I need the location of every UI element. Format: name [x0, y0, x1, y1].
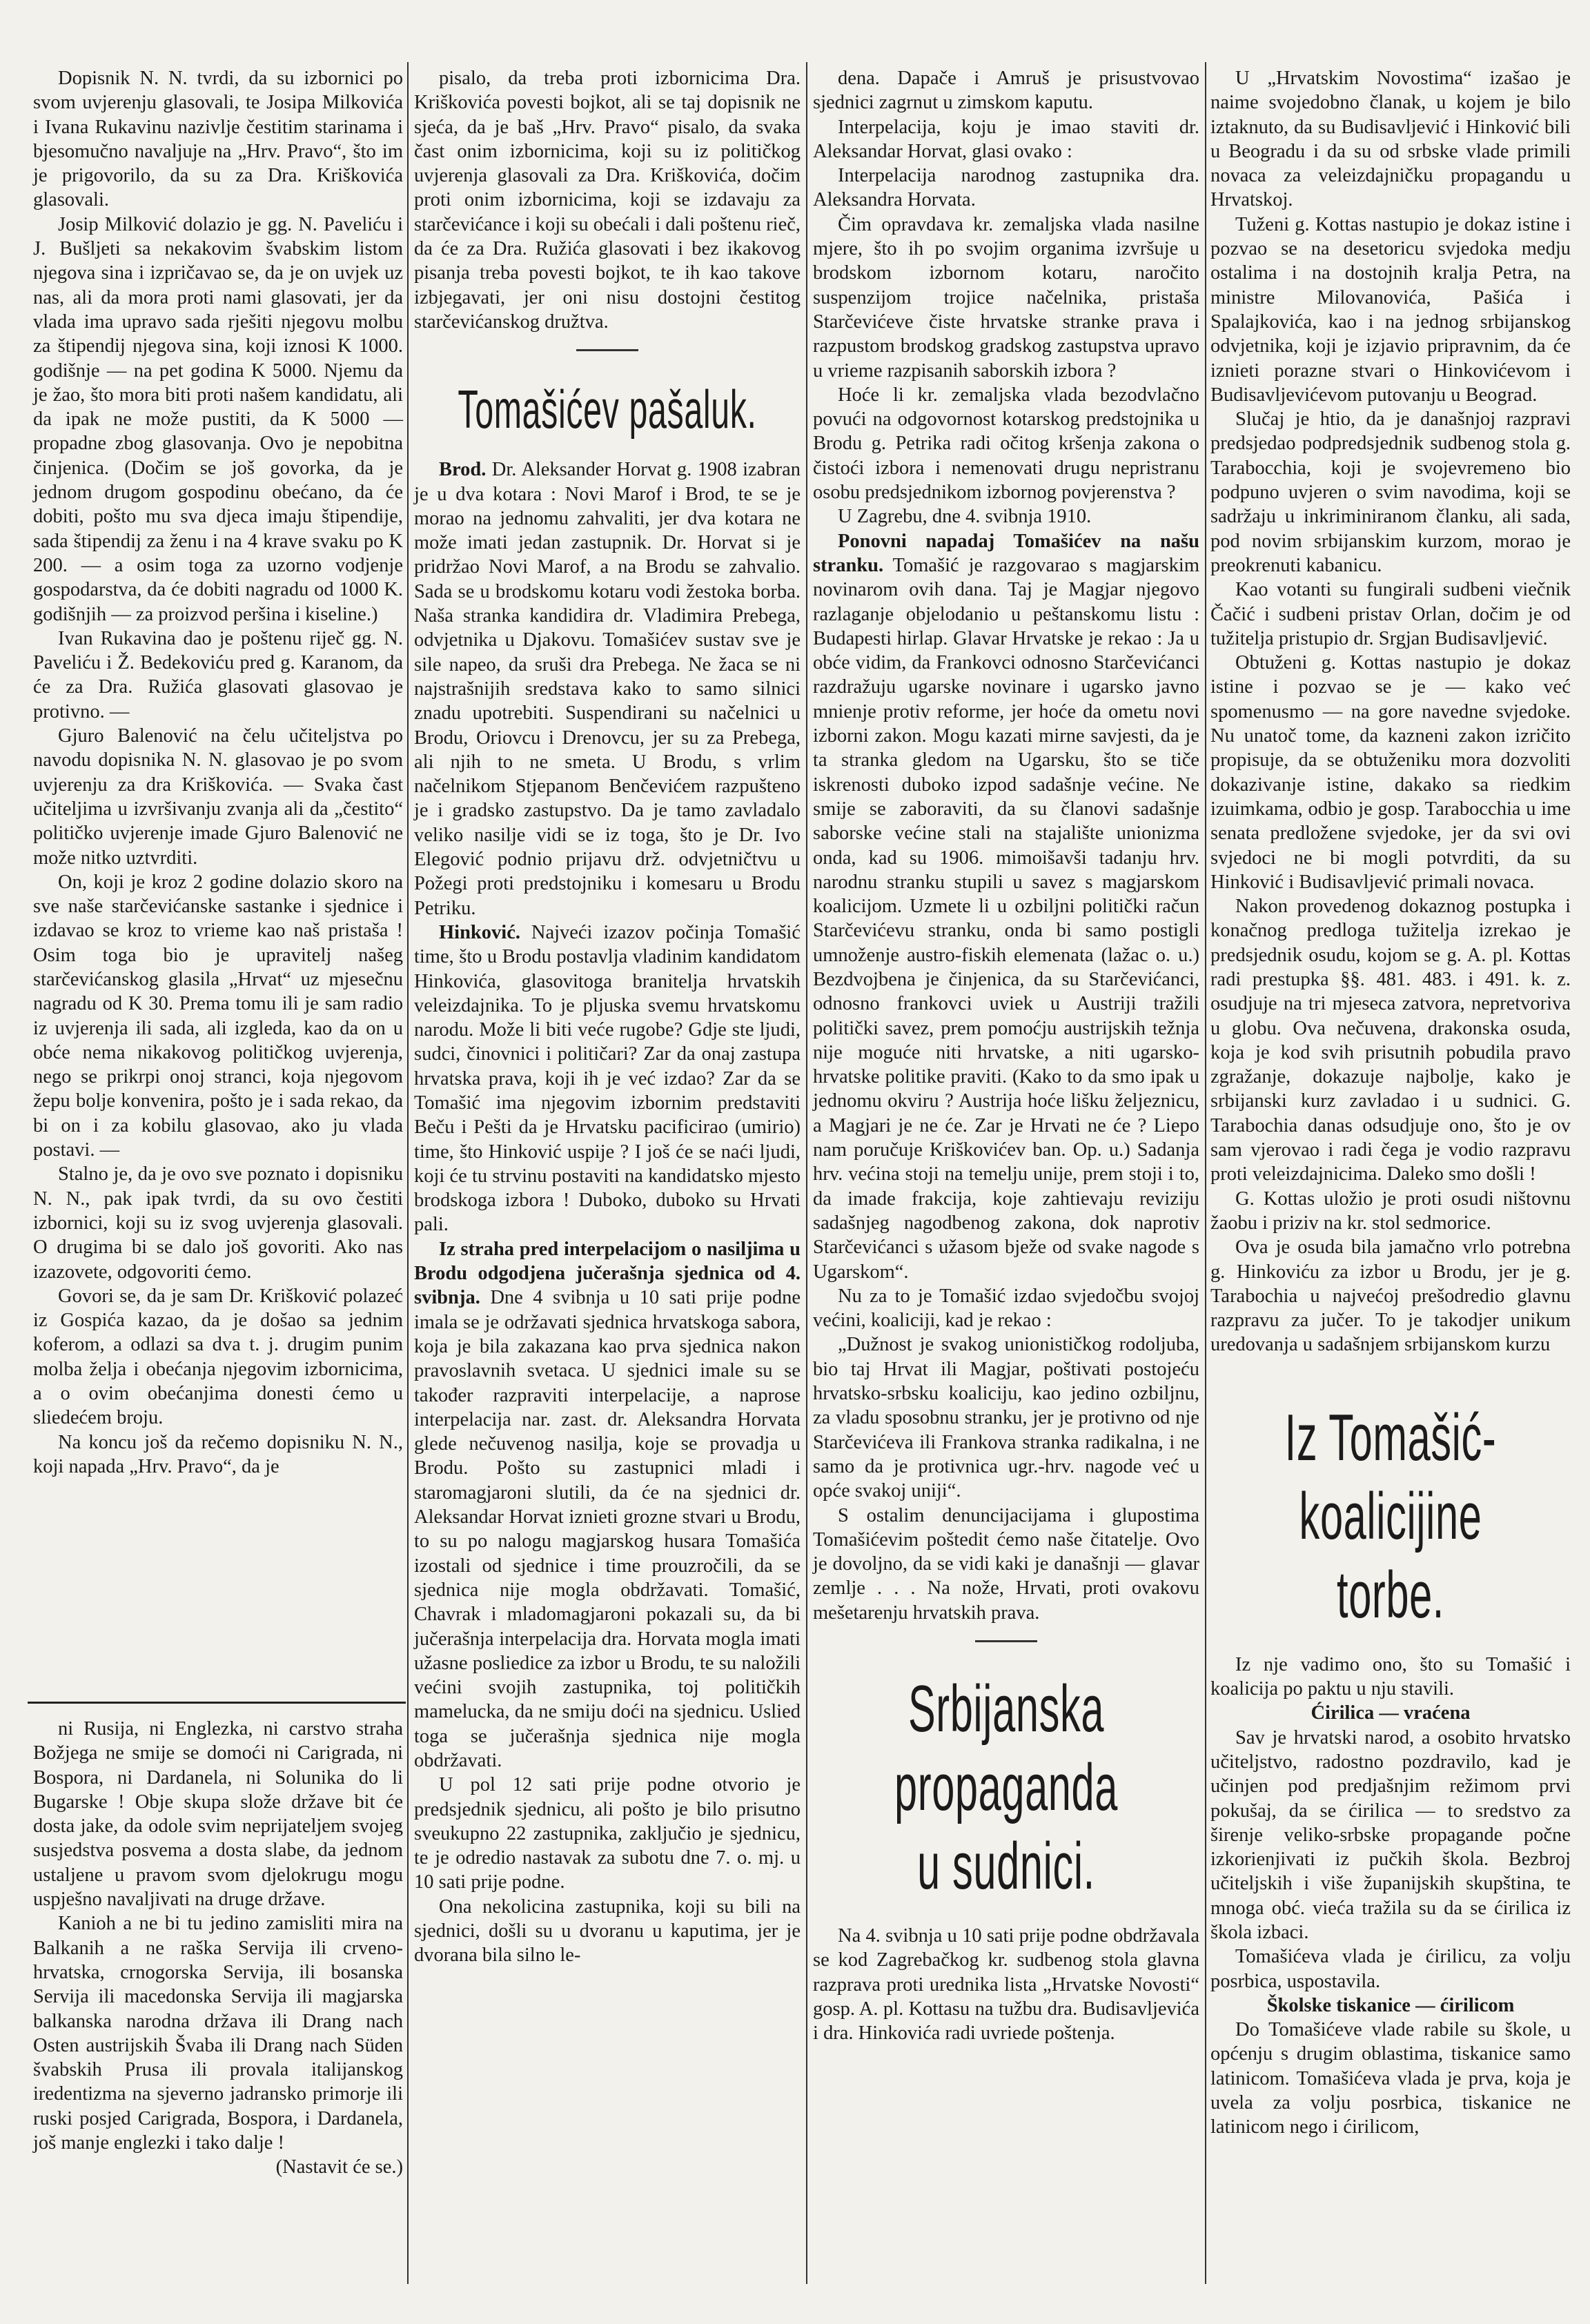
headline-line: Srbijanska propaganda — [894, 1672, 1118, 1824]
article-divider — [28, 1702, 406, 1704]
paragraph: Ova je osuda bila jamačno vrlo potrebna g. Hinkoviću za izbor u Brodu, jer je g. Tarabochia u najvećoj prešodredio glavnu razpravu za jučer. To je takodjer unikum uredovanja u sadašnjem srbijanskom kurzu — [1210, 1237, 1571, 1356]
paragraph: Iz nje vadimo ono, što su Tomašić i koalicija po paktu u nju stavili. — [1210, 1653, 1571, 1700]
lead-heading: Ponovni napadaj Tomašićev na našu stranku. — [813, 530, 1199, 576]
paragraph: pisalo, da treba proti izbornicima Dra. Kriškovića povesti bojkot, ali se taj dopisnik ne sjeća, da je baš „Hrv. Pravo“ pisalo, da svaka čast onim izbornicima, koji su iz političkog uvjerenja glasovali za Dra. Kriškovića, dočim proti onim izbornicima, koji se izdavaju za starčevićance i koji su obećali i dali poštenu rieč, da će za Dra. Ružića glasovati i bez ikakovog pisanja treba povesti bojkot, te ih kao takove izbjegavati, jer oni nisu dostojni čestitog starčevićanskog družtva. — [414, 68, 801, 333]
column-rule — [407, 62, 409, 2284]
paragraph-text: Tomašić je razgovarao s magjarskim novinarom ovih dana. Taj je Magjar njegovo razlaganje objelodanio u peštanskomu listu : Budapesti hirlap. Glavar Hrvatske je rekao : Ja u obće vidim, da Frankovci odnosno Starčevićanci razdražuju ugarske novinare i ugarsko javno mnienje protiv reforme, jer hoće da ometu novi izborni zakon. Mogu kazati mirne savjesti, da je ta stranka gledom na Ugarsku, što se tiče iskrenosti duboko izpod sadašnje većine. Ne smije se zaboraviti, da su članovi sadašnje saborske većine stali na stajalište unionizma onda, kad su 1906. mimoišavši tadanju hrv. narodnu stranku stupili u savez s magjarskom koalicijom. Uzmete li u ozbiljni politički račun Starčevićevu stranku, onda bi samo postigli umnoženje austro-fiskih elemenata (lažac o. u.) Bezdvojbena je činjenica, da su Starčevićanci, odnosno frankovci uviek u Austriji tražili politički savez, prem pomoćju austrijskih težnja nije moguće niti hrvatske, a niti ugarsko-hrvatske politike praviti. (Kako to da smo ipak u jednomu okviru ? Austrija hoće lišku željeznicu, a Magjari je ne će. Zar je Hrvati ne će ? Liepo nam poručuje Kriškovićev ban. Op. u.) Sadanja hrv. većina stoji na temelju unije, prem stoji i to, da imade frakcija, koje zahtievaju reviziju sadašnjeg nagodbenog zakona, dok naprotiv Starčevićanci s užasom bježe od svake nagode s Ugarskom“. — [813, 554, 1199, 1283]
paragraph: „Dužnost je svakog unionističkog rodoljuba, bio taj Hrvat ili Magjar, poštivati postojeću hrvatsko-srbsku koaliciju, kao jedino ozbiljnu, za vladu sposobnu stranku, jer je protivno od nje Starčevićeva ili Frankova stranka radikalna, i ne samo da je protivnica ugr.-hrv. nagode već u opće svakoj uniji“. — [813, 1334, 1199, 1502]
paragraph: Obtuženi g. Kottas nastupio je dokaz istine i pozvao se je — kako već spomenusmo — na gore navedne svjedoke. Nu unatoč tome, da kazneni zakon izričito propisuje, da se obtuženiku mora dozvoliti dokazivanje istine, dakako sa riedkim izuimkama, odbio je gosp. Tarabocchia u ime senata predložene svjedoke, jer da svi ovi svjedoci ne bi mogli potvrditi, da su Hinković i Budisavljević primali novaca. — [1210, 652, 1571, 893]
lead-heading: Iz straha pred interpelacijom o nasiljima u Brodu odgodjena jučerašnja sjednica od 4. svibnja. — [414, 1238, 801, 1309]
paragraph: On, koji je kroz 2 godine dolazio skoro na sve naše starčevićanske sastanke i sjednice i izdavao se kroz to vrieme kao naš pristaša ! Osim toga bio je upravitelj našeg starčevićanskog glasila „Hrvat“ uz mjesečnu nagradu od K 30. Prema tomu ili je sam radio iz uvjerenja ili sada, ali izgleda, kao da on u obće nema nikakovog političkog uvjerenja, nego se prikrpi onoj stranci, koja njegovom žepu bolje konvenira, pošto je i sada rekao, da bi on i za kobilu glasovao, ako ju vlada postavi. — — [33, 871, 403, 1161]
paragraph — [414, 457, 801, 920]
headline-line: Iz Tomašić-koalicijine — [1284, 1400, 1497, 1553]
paragraph: Hoće li kr. zemaljska vlada bezodvlačno povući na odgovornost kotarskog predstojnika u Brodu g. Petrika radi očitog kršenja zakona o čistoći izbora i nemenovati drugu nepristranu osobu predsjednikom izbornog povjerenstva ? — [813, 384, 1199, 504]
paragraph: Interpelacija, koju je imao staviti dr. Aleksandar Horvat, glasi ovako : — [813, 116, 1199, 162]
paragraph: Nakon provedenog dokaznog postupka i konačnog predloga tužitelja izrekao je predsjednik osudu, kojom se g. A. pl. Kottas radi prestupka §§. 481. 483. i 491. k. z. osudjuje na tri mjeseca zatvora, nepretvoriva u globu. Ova nečuvena, drakonska osuda, koja je kod svih prisutnih pobudila pravo zgražanje, dokazuje najbolje, kako je srbijanski kurz zavladao i u sudnici. G. Tarabochia danas odsudjuje ono, što je ov sam vjerovao i radi čega je vodio razpravu proti veleizdajnicima. Daleko smo došli ! — [1210, 896, 1571, 1185]
lead-word: Brod. — [439, 459, 487, 481]
column-1-continuation — [33, 1717, 403, 2180]
paragraph: Do Tomašićeve vlade rabile su škole, u općenju s drugim oblastima, tiskanice samo latinicom. Tomašićeva vlada je prva, koja je uvela za volju posrbica, tiskanice ne latinicom nego i ćirilicom, — [1210, 2019, 1571, 2138]
paragraph — [414, 920, 801, 1237]
headline-tomasicev-pasaluk: Tomašićev pašaluk. — [458, 379, 757, 440]
column-1 — [33, 66, 403, 1479]
column-rule — [1205, 62, 1206, 2284]
paragraph: Na 4. svibnja u 10 sati prije podne obdržavala se kod Zagrebačkog kr. sudbenog stola glavna razprava proti urednika lista „Hrvatske Novosti“ gosp. A. pl. Kottasu na tužbu dra. Budisavljevića i dra. Hinkovića radi uvriede poštenja. — [813, 1925, 1199, 2045]
headline-iz-tomasic-koalicijine-torbe — [1210, 1399, 1571, 1635]
column-2 — [414, 66, 801, 1968]
paragraph: S ostalim denuncijacijama i glupostima Tomašićevim poštedit ćemo naše čitatelje. Ovo je dovoljno, da se vidi kaki je današnji — glavar zemlje . . . Na nože, Hrvati, proti ovakovu mešetarenju hrvatskih prava. — [813, 1504, 1199, 1624]
paragraph: Govori se, da je sam Dr. Krišković polazeć iz Gospića kazao, da je došao sa jednim koferom, a odlazi sa dva t. j. drugim punim molba želja i obećanja njegovim izbornicima, a o ovim obećanjima donesti ćemo u sliedećem broju. — [33, 1285, 403, 1429]
paragraph: Stalno je, da je ovo sve poznato i dopisniku N. N., pak ipak tvrdi, da su ovo čestiti izbornici, koji su iz svog uvjerenja glasovali. O drugima bi se dalo još govoriti. Ako nas izazovete, odgovoriti ćemo. — [33, 1163, 403, 1283]
paragraph-text: Najveći izazov počinja Tomašić time, što u Brodu postavlja vladinim kandidatom Hinkovića, glasovitoga branitelja hrvatskih veleizdajnika. To je pljuska svemu hrvatskomu narodu. Može li biti veće rugobe? Gdje ste ljudi, sudci, činovnici i političari? Zar da onaj zastupa hrvatska prava, koji ih je već izdao? Zar da se Tomašić ima njegovim izbornim predstaviti Beču i Pešti da je Hrvatsku pacificirao (umirio) time, što Hinković uspije ? I još će se naći ljudi, koji će tu strvinu postaviti na kandidatsko mjesto brodskoga izbora ! Duboko, duboko su Hrvati pali. — [414, 921, 801, 1236]
continued-note: (Nastavit će se.) — [275, 2156, 403, 2178]
column-4 — [1210, 66, 1571, 2140]
paragraph: dena. Dapače i Amruš je prisustvovao sjednici zagrnut u zimskom kaputu. — [813, 68, 1199, 114]
paragraph: Josip Milković dolazio je gg. N. Paveliću i J. Bušljeti sa nekakovim švabskim listom njegova sina i izpričavao se, da je on uvjek uz nas, ali da mora proti nami glasovati, jer da vlada ima upravo sada rješiti njegovu molbu za štipendij njegova sina, koji iznosi K 1000. godišnje — na pet godina K 5000. Njemu da je žao, što mora biti proti našem kandidatu, ali da ipak ne može pustiti, da K 5000 — propadne zbog glasovanja. Ovo je nepobitna činjenica. (Dočim se još govorka, da je jednom drugom gospodinu obećano, da će dobiti, pošto mu sva djeca imaju štipendije, sada štipendij za ženu i na 4 krave svaku po K 200. — a osim toga za uzorno vodjenje gospodarstva, da će dobiti nagradu od 1000 K. godišnjih — za proizvod peršina i kiseline.) — [33, 213, 403, 625]
subheading: Ćirilica — vraćena — [1311, 1702, 1471, 1724]
paragraph: Kanioh a ne bi tu jedino zamisliti mira na Balkanih a ne raška Servija ili crveno-hrvatska, crnogorska Servija, ili bosanska Servija ili macedonska Servija ili magjarska balkanska narodna država ili Drang nach Osten austrijskih Švaba ili Drang nach Süden švabskih Prusa ili provala italijanskog iredentizma na sjeverno jadransko primorje ili ruski posjed Carigrada, Bospora, i Dardanela, još manje englezki i tako dalje ! — [33, 1913, 403, 2154]
paragraph: Čim opravdava kr. zemaljska vlada nasilne mjere, što ih po svojim organima izvršuje u brodskom izbornom kotaru, naročito suspenzijom trojice načelnika, pristaša Starčevićeve čiste hrvatske stranke prava i razpustom brodskog gradskog zastupstva upravo u vrieme razpisanih saborskih izbora ? — [813, 213, 1199, 382]
paragraph: Gjuro Balenović na čelu učiteljstva po navodu dopisnika N. N. glasovao je po svom uvjerenju za dra Kriškovića. — Svaka čast učiteljima u izvršivanju zvanja ali da „čestito“ političko uvjerenje imade Gjuro Balenović ne može nitko uztvrditi. — [33, 725, 403, 869]
subheading: Školske tiskanice — ćirilicom — [1266, 1994, 1515, 2016]
headline-line: torbe. — [1337, 1557, 1444, 1632]
lead-word: Hinković. — [439, 921, 520, 943]
column-3 — [813, 66, 1199, 2045]
paragraph: Ona nekolicina zastupnika, koji su bili na sjednici, došli su u dvoranu u kaputima, jer je dvorana bila silno le- — [414, 1895, 801, 1967]
column-rule — [806, 62, 807, 2284]
paragraph — [414, 1237, 801, 1773]
paragraph: Dopisnik N. N. tvrdi, da su izbornici po svom uvjerenju glasovali, te Josipa Milkovića i Ivana Rukavinu nazivlje čestitim starinama i bjesomučno navaljuje na „Hrv. Pravo“, što im je prigovorilo, da su za Dra. Kriškovića glasovali. — [33, 68, 403, 211]
paragraph-text: Dr. Aleksander Horvat g. 1908 izabran je u dva kotara : Novi Marof i Brod, te se je morao na jednomu zahvaliti, jer dva kotara ne može imati jedan zastupnik. Dr. Horvat si je pridržao Novi Marof, a na Brodu se zahvalio. Sada se u brodskomu kotaru vodi žestoka borba. Naša stranka kandidira dr. Vladimira Prebega, odvjetnika u Djakovu. Tomašićev sustav sve je sile napeo, da sruši dra Prebega. Ne žaca se ni najstrašnijih sredstava kako to samo silnici znadu upotrebiti. Suspendirani su načelnici u Brodu, Oriovcu i Drenovcu, jer su za Prebega, ali njih to ne smeta. U Brodu, s vrlim načelnikom Stjepanom Benčevićem razpušteno je i gradsko zastupstvo. Da je tamo zavladalo veliko nasilje vidi se iz toga, što je Dr. Ivo Elegović podnio prijavu drž. odvjetničtvu u Požegi proti predstojniku i komesaru u Brodu Petriku. — [414, 459, 801, 919]
paragraph: G. Kottas uložio je proti osudi ništovnu žaobu i priziv na kr. stol sedmorice. — [1210, 1188, 1571, 1234]
paragraph: U pol 12 sati prije podne otvorio je predsjednik sjednicu, ali pošto je bilo prisutno sveukupno 22 zastupnika, zaključio je sjednicu, te je odredio nastavak za subotu dne 7. o. mj. u 10 sati prije podne. — [414, 1774, 801, 1893]
paragraph: Nu za to je Tomašić izdao svjedočbu svojoj većini, koaliciji, kad je rekao : — [813, 1285, 1199, 1332]
paragraph: Tomašićeva vlada je ćirilicu, za volju posrbica, uspostavila. — [1210, 1946, 1571, 1992]
dateline: U Zagrebu, dne 4. svibnja 1910. — [838, 506, 1092, 528]
paragraph — [813, 529, 1199, 1284]
headline-line: u sudnici. — [917, 1829, 1095, 1903]
paragraph: Ivan Rukavina dao je poštenu riječ gg. N. Paveliću i Ž. Bedekoviću pred g. Karanom, da će za Dra. Ružića glasovati glasovao je protivno. — — [33, 627, 403, 722]
headline-srbijanska-propaganda — [818, 1670, 1195, 1906]
paragraph-text: Dne 4 svibnja u 10 sati prije podne imala se je održavati sjednica hrvatskoga sabora, koja je bila zakazana kao prva sjednica nakon pravoslavnih svetaca. U sjednici imale su se također razpraviti interpelacije, a naprose interpelacija nar. zast. dr. Aleksandra Horvata glede nečuvenog nasilja, koje se provadja u Brodu. Pošto su zastupnici mladi i staromagjaroni slutili, da će na sjednici dr. Aleksandar Horvat iznieti grozne stvari u Brodu, to su po nalogu magjarskog husara Tomašića izostali od sjednice i time prouzročili, da se sjednica nije mogla obdržavati. Tomašić, Chavrak i mladomagjaroni pokazali su, da bi jučerašnja interpelacija dra. Horvata mogla imati užasne posliedice za izbor u Brodu, te su naložili većini svojih zastupnika, toj političkih mamelucka, da ne smiju doći na sjednicu. Uslied toga se jučerašnja sjednica nije mogla obdržavati. — [414, 1287, 801, 1771]
paragraph: Interpelacija narodnog zastupnika dra. Aleksandra Horvata. — [813, 165, 1199, 211]
divider — [576, 349, 638, 351]
paragraph: Kao votanti su fungirali sudbeni viečnik Čačić i sudbeni pristav Orlan, dočim je od tužitelja pristupio dr. Srgjan Budisavljević. — [1210, 579, 1571, 649]
paragraph: Na koncu još da rečemo dopisniku N. N., koji napada „Hrv. Pravo“, da je — [33, 1431, 403, 1477]
paragraph: ni Rusija, ni Englezka, ni carstvo straha Božjega ne smije se domoći ni Carigrada, ni Bospora, ni Dardanela, ni Solunika do li Bugarske ! Obje skupa slože države bit će dosta jake, da odole svim neprijateljem svojeg susjedstva posvema a dosta slabe, da jednom ustaljene u pravom svom djelokrugu mogu uspješno navaljivati na druge države. — [33, 1718, 403, 1911]
paragraph: Slučaj je htio, da je današnjoj razpravi predsjedao podpredsjednik sudbenog stola g. Tarabocchia, koji je svojevremeno bio podpuno uvjeren o svim navodima, koji se sadržaju u inkriminiranom članku, ali sada, pod novim srbijanskim kurzom, morao je preokrenuti kabanicu. — [1210, 408, 1571, 576]
paragraph: Tuženi g. Kottas nastupio je dokaz istine i pozvao se na desetoricu svjedoka medju ostalima i na dostojnih kralja Petra, na ministre Milovanovića, Pašića i Spalajkovića, kao i na jednog srbijanskog odvjetnika, koji je izjavio pripravnim, da će iznieti porazne stvari o Hinkovićevom i Budisavljevićevom putovanju u Beograd. — [1210, 213, 1571, 406]
paragraph: U „Hrvatskim Novostima“ izašao je naime svojedobno članak, u kojem je bilo iztaknuto, da su Budisavljević i Hinković bili u Beogradu i da su od srbske vlade primili novaca za veleizdajničku propagandu u Hrvatskoj. — [1210, 68, 1571, 211]
paragraph: Sav je hrvatski narod, a osobito hrvatsko učiteljstvo, radostno pozdravilo, kad je učinjen pod predjašnjim režimom prvi pokušaj, da se ćirilica — to sredstvo za širenje veliko-srbske propagande počne izkorienjivati iz pučkih škola. Bezbroj učiteljskih i više županijskih skupština, te mnoga obć. vieća tražila su da se ćirilica iz škola izbaci. — [1210, 1726, 1571, 1943]
divider — [975, 1640, 1037, 1642]
